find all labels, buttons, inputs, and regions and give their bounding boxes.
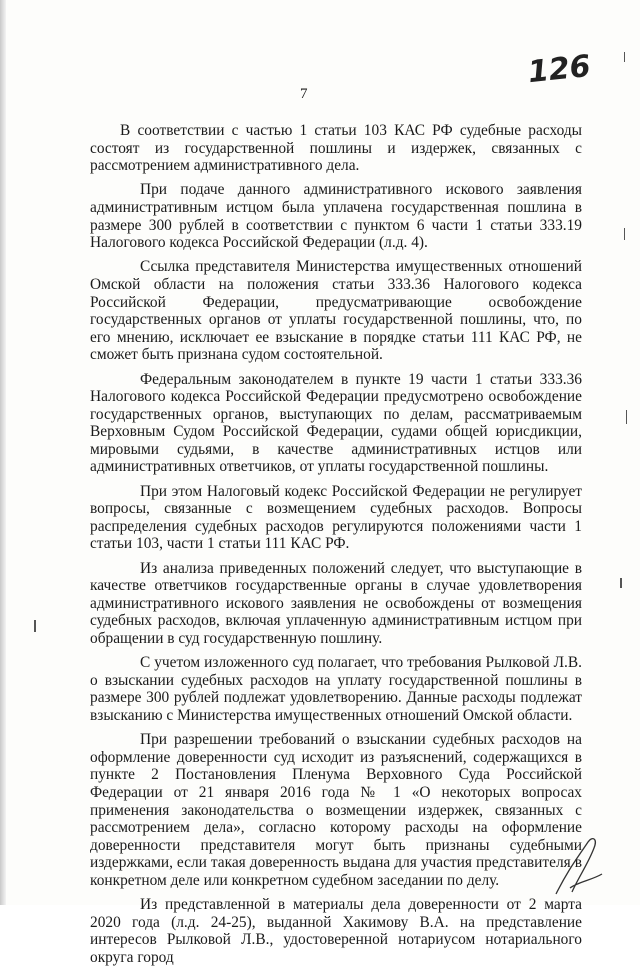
paragraph: При этом Налоговый кодекс Российской Федерации не регулирует вопросы, связанные с возмещением судебных расходов. Вопросы распределения судебных расходов регулируются положениями части 1 статьи 103, части 1 статьи 111 КАС РФ.	[90, 482, 582, 553]
scan-edge-shadow	[0, 0, 6, 905]
paragraph: С учетом изложенного суд полагает, что требования Рылковой Л.В. о взыскании судебных расходов на уплату государственной пошлины в размере 300 рублей подлежат удовлетворению. Данные расходы подлежат взысканию с Министерства имущественных отношений Омской области.	[90, 654, 582, 724]
margin-mark	[620, 578, 622, 588]
paragraph: Из анализа приведенных положений следует, что выступающие в качестве ответчиков государственные органы в случае удовлетворения административного искового заявления не освобождены от возмещения судебных расходов, включая уплаченную административным истцом при обращении в суд государственную пошлину.	[90, 559, 582, 647]
margin-mark	[624, 228, 625, 240]
paragraph: Федеральным законодателем в пункте 19 части 1 статьи 333.36 Налогового кодекса Российской Федерации предусмотрено освобождение государственных органов, выступающих по делам, рассматриваемым Верховным Судом Российской Федерации, судами общей юрисдикции, мировыми судьями, в качестве административных истцов или административных ответчиков, от уплаты государственной пошлины.	[90, 370, 582, 476]
margin-mark	[624, 52, 625, 62]
signature-mark	[548, 830, 608, 900]
document-body	[90, 122, 582, 973]
margin-mark	[626, 410, 627, 424]
page-number: 7	[300, 86, 308, 102]
paragraph: Из представленной в материалы дела доверенности от 2 марта 2020 года (л.д. 24-25), выданной Хакимову В.А. на представление интересов Рылковой Л.В., удостоверенной нотариусом нотариального округа город	[90, 896, 582, 966]
margin-mark	[34, 620, 36, 632]
sheet-number-handwritten: 126	[526, 48, 593, 91]
paragraph: В соответствии с частью 1 статьи 103 КАС РФ судебные расходы состоят из государственной пошлины и издержек, связанных с рассмотрением административного дела.	[90, 122, 582, 175]
paragraph: При разрешении требований о взыскании судебных расходов на оформление доверенности суд исходит из разъяснений, содержащихся в пункте 2 Постановления Пленума Верховного Суда Российской Федерации от 21 января 2016 года № 1 «О некоторых вопросах применения законодательства о возмещении издержек, связанных с рассмотрением дела», согласно которому расходы на оформление доверенности представителя могут быть признаны судебными издержками, если такая доверенность выдана для участия представителя в конкретном деле или конкретном судебном заседании по делу.	[90, 731, 582, 889]
paragraph: Ссылка представителя Министерства имущественных отношений Омской области на положения статьи 333.36 Налогового кодекса Российской Федерации, предусматривающие освобождение государственных органов от уплаты государственной пошлины, что, по его мнению, исключает ее взыскание в порядке статьи 111 КАС РФ, не сможет быть признана судом состоятельной.	[90, 258, 582, 364]
paragraph: При подаче данного административного искового заявления административным истцом была уплачена государственная пошлина в размере 300 рублей в соответствии с пунктом 6 части 1 статьи 333.19 Налогового кодекса Российской Федерации (л.д. 4).	[90, 181, 582, 252]
